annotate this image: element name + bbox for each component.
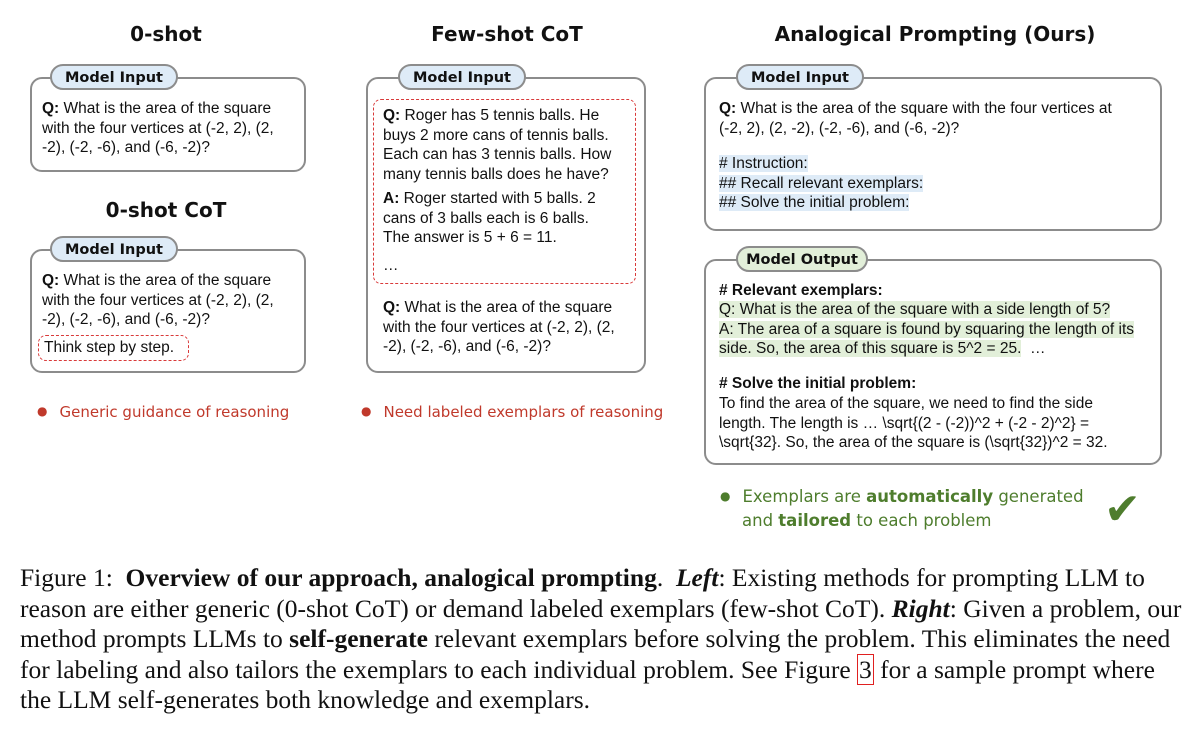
figure-caption: Figure 1: Overview of our approach, analogical prompting. Left: Existing methods for prompting LLM to reason are either generic (0-shot CoT) or demand labeled exemplars (few-shot CoT). Right: Given a problem, our method prompts LLMs to self-generate relevant exemplars before solving the problem. This eliminates the need for labeling and also tailors the exemplars to each individual problem. See Figure 3 for a sample prompt where the LLM self-generates both knowledge and exemplars.: [20, 563, 1182, 714]
few-shot-ellipsis: …: [383, 257, 399, 274]
analogical-note: ● Exemplars are automatically generated and tailored to each problem: [720, 487, 1084, 530]
few-shot-cot-note: ● Need labeled exemplars of reasoning: [361, 403, 664, 421]
few-shot-exemplar-question: Q: Roger has 5 tennis balls. He buys 2 more cans of tennis balls. Each can has 3 tennis balls. How many tennis balls does he have?: [383, 107, 612, 183]
zero-shot-heading: 0-shot: [130, 22, 202, 46]
bullet-icon: ●: [361, 404, 372, 418]
analogical-heading: Analogical Prompting (Ours): [774, 22, 1096, 46]
figure-3-link[interactable]: 3: [859, 654, 872, 684]
analogical-input-label: Model Input: [736, 64, 864, 90]
few-shot-cot-input-label: Model Input: [398, 64, 526, 90]
analogical-instruction: # Instruction: ## Recall relevant exemplars: ## Solve the initial problem:: [719, 155, 924, 211]
relevant-exemplars-heading: # Relevant exemplars:: [719, 282, 883, 299]
analogical-output-label: Model Output: [736, 246, 868, 272]
zero-shot-question: Q: What is the area of the square with the four vertices at (-2, 2), (2, -2), (-2, -6), and (-6, -2)?: [42, 100, 274, 156]
zero-shot-cot-question: Q: What is the area of the square with the four vertices at (-2, 2), (2, -2), (-2, -6), and (-6, -2)?: [42, 272, 274, 328]
zero-shot-input-label: Model Input: [50, 64, 178, 90]
zero-shot-cot-instruction: Think step by step.: [44, 339, 175, 356]
analogical-question: Q: What is the area of the square with the four vertices at (-2, 2), (2, -2), (-2, -6), and (-6, -2)?: [719, 100, 1112, 137]
few-shot-question: Q: What is the area of the square with the four vertices at (-2, 2), (2, -2), (-2, -6), and (-6, -2)?: [383, 299, 615, 355]
relevant-exemplars: Q: What is the area of the square with a side length of 5? A: The area of a square is found by squaring the length of its side. So, the area of this square is 5^2 = 25. …: [719, 301, 1135, 357]
bullet-icon: ●: [720, 489, 731, 503]
solve-heading: # Solve the initial problem:: [719, 375, 917, 392]
checkmark-icon: ✔: [1104, 484, 1141, 535]
few-shot-exemplar-answer: A: Roger started with 5 balls. 2 cans of 3 balls each is 6 balls. The answer is 5 + 6 = 11.: [383, 190, 596, 246]
zero-shot-cot-note: ● Generic guidance of reasoning: [37, 403, 290, 421]
few-shot-cot-heading: Few-shot CoT: [431, 22, 583, 46]
zero-shot-cot-input-label: Model Input: [50, 236, 178, 262]
zero-shot-cot-heading: 0-shot CoT: [105, 198, 227, 222]
solve-text: To find the area of the square, we need to find the side length. The length is … \sqrt{(2 - (-2))^2 + (-2 - 2)^2} = \sqrt{32}. So, the area of the square is (\sqrt{32})^2 = 32.: [719, 395, 1108, 451]
bullet-icon: ●: [37, 404, 48, 418]
